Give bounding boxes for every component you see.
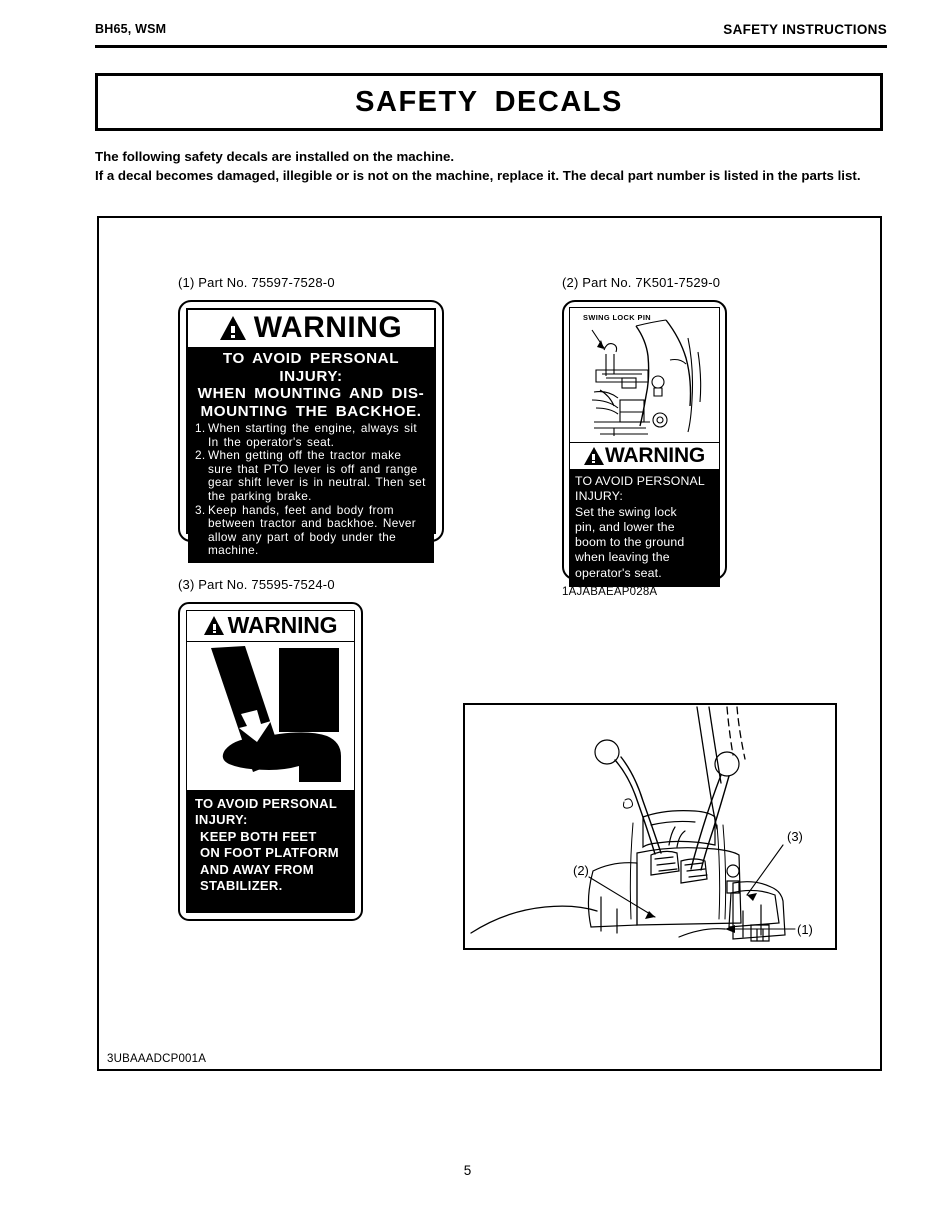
decal-1-item-3-number: 3.	[195, 502, 206, 517]
page-figure-code: 3UBAAADCP001A	[107, 1053, 207, 1065]
decal-1-headline-line-3: MOUNTING THE BACKHOE.	[200, 402, 422, 420]
decal-3-body-line: INJURY:	[195, 812, 248, 828]
callout-label-3: (3)	[787, 829, 803, 844]
decal-3-body-line: STABILIZER.	[200, 878, 283, 894]
callout-label-2: (2)	[573, 863, 589, 878]
decal-3-body-line: TO AVOID PERSONAL	[195, 796, 338, 811]
decal-1-item-2-text: When getting off the tractor make sure that PTO lever is off and range gear shift lever is in neutral. Then set the parking brake.	[208, 448, 426, 503]
decal-2-body-line: pin, and lower the	[575, 519, 675, 534]
decal-3-body-line: ON FOOT PLATFORM	[200, 845, 339, 861]
decal-1-headline-line-2: WHEN MOUNTING AND DIS-	[197, 385, 425, 402]
decal-3-signal-band	[187, 611, 354, 642]
decal-3-signal-word: WARNING	[227, 612, 338, 638]
decal-1-caption: (1) Part No. 75597-7528-0	[178, 275, 335, 290]
section-title-label: SAFETY INSTRUCTIONS	[723, 22, 887, 37]
decal-3-body-line: AND AWAY FROM	[200, 861, 314, 877]
decal-2-figure-code: 1AJABAEAP028A	[562, 586, 658, 598]
decal-2-signal-word: WARNING	[604, 444, 706, 467]
foot-crush-drawing	[187, 642, 354, 790]
decal-1-headline-line-1: TO AVOID PERSONAL INJURY:	[222, 350, 400, 385]
decal-1-item-3-text: Keep hands, feet and body from between tractor and backhoe. Never allow any part of body under the machine.	[208, 502, 417, 558]
swing-lock-pin-drawing	[570, 308, 720, 442]
decal-1-instruction-item	[195, 422, 427, 449]
decal-2-warning-label	[562, 300, 727, 580]
foot-crush-stabilizer-pictogram	[187, 642, 354, 791]
callout-label-1: (1)	[797, 922, 813, 937]
decals-content-frame	[97, 216, 882, 1071]
decal-2-body-line: Set the swing lock	[575, 504, 677, 519]
decal-1-item-1-number: 1.	[195, 421, 206, 435]
decal-2-body-line: operator's seat.	[575, 565, 662, 580]
decal-3-warning-label	[178, 602, 363, 921]
backhoe-line-drawing	[465, 705, 835, 948]
page-number: 5	[463, 1163, 472, 1178]
decal-2-signal-band	[569, 443, 720, 470]
warning-triangle-icon	[204, 616, 225, 635]
decal-1-item-2-number: 2.	[195, 448, 206, 463]
decal-1-instruction-list	[195, 422, 427, 558]
header-divider	[95, 45, 887, 48]
decal-3-caption: (3) Part No. 75595-7524-0	[178, 577, 335, 592]
decal-2-body-text	[569, 470, 720, 587]
swing-lock-pin-label: SWING LOCK PIN	[583, 313, 652, 322]
backhoe-operator-station-illustration	[463, 703, 837, 950]
warning-triangle-icon	[220, 316, 247, 340]
decal-1-instruction-item	[195, 504, 427, 558]
decal-2-caption: (2) Part No. 7K501-7529-0	[562, 275, 721, 290]
page-title-box	[95, 73, 883, 131]
intro-line-1: The following safety decals are installed on the machine.	[95, 149, 455, 164]
page-title: SAFETY DECALS	[355, 85, 623, 118]
decal-2-body-line: boom to the ground	[575, 535, 685, 550]
page-header	[95, 22, 887, 46]
decal-2-body-line: TO AVOID PERSONAL	[575, 474, 705, 488]
intro-line-2: If a decal becomes damaged, illegible or is not on the machine, replace it. The decal part number is listed in the parts list.	[95, 168, 861, 183]
decal-2-body-line: when leaving the	[575, 550, 670, 565]
decal-2-body-line: INJURY:	[575, 489, 623, 504]
decal-1-item-1-text: When starting the engine, always sit In the operator's seat.	[208, 421, 417, 449]
intro-text	[95, 147, 890, 185]
warning-triangle-icon	[584, 447, 604, 465]
manual-id-label: BH65, WSM	[95, 22, 167, 36]
decal-1-signal-band	[188, 310, 434, 347]
decal-3-body-line: KEEP BOTH FEET	[200, 828, 317, 844]
decal-3-body-text	[187, 791, 354, 912]
decal-1-warning-label	[178, 300, 444, 558]
decal-1-instruction-item	[195, 449, 427, 503]
decal-1-signal-word: WARNING	[253, 311, 403, 344]
swing-lock-pin-diagram	[569, 307, 720, 443]
